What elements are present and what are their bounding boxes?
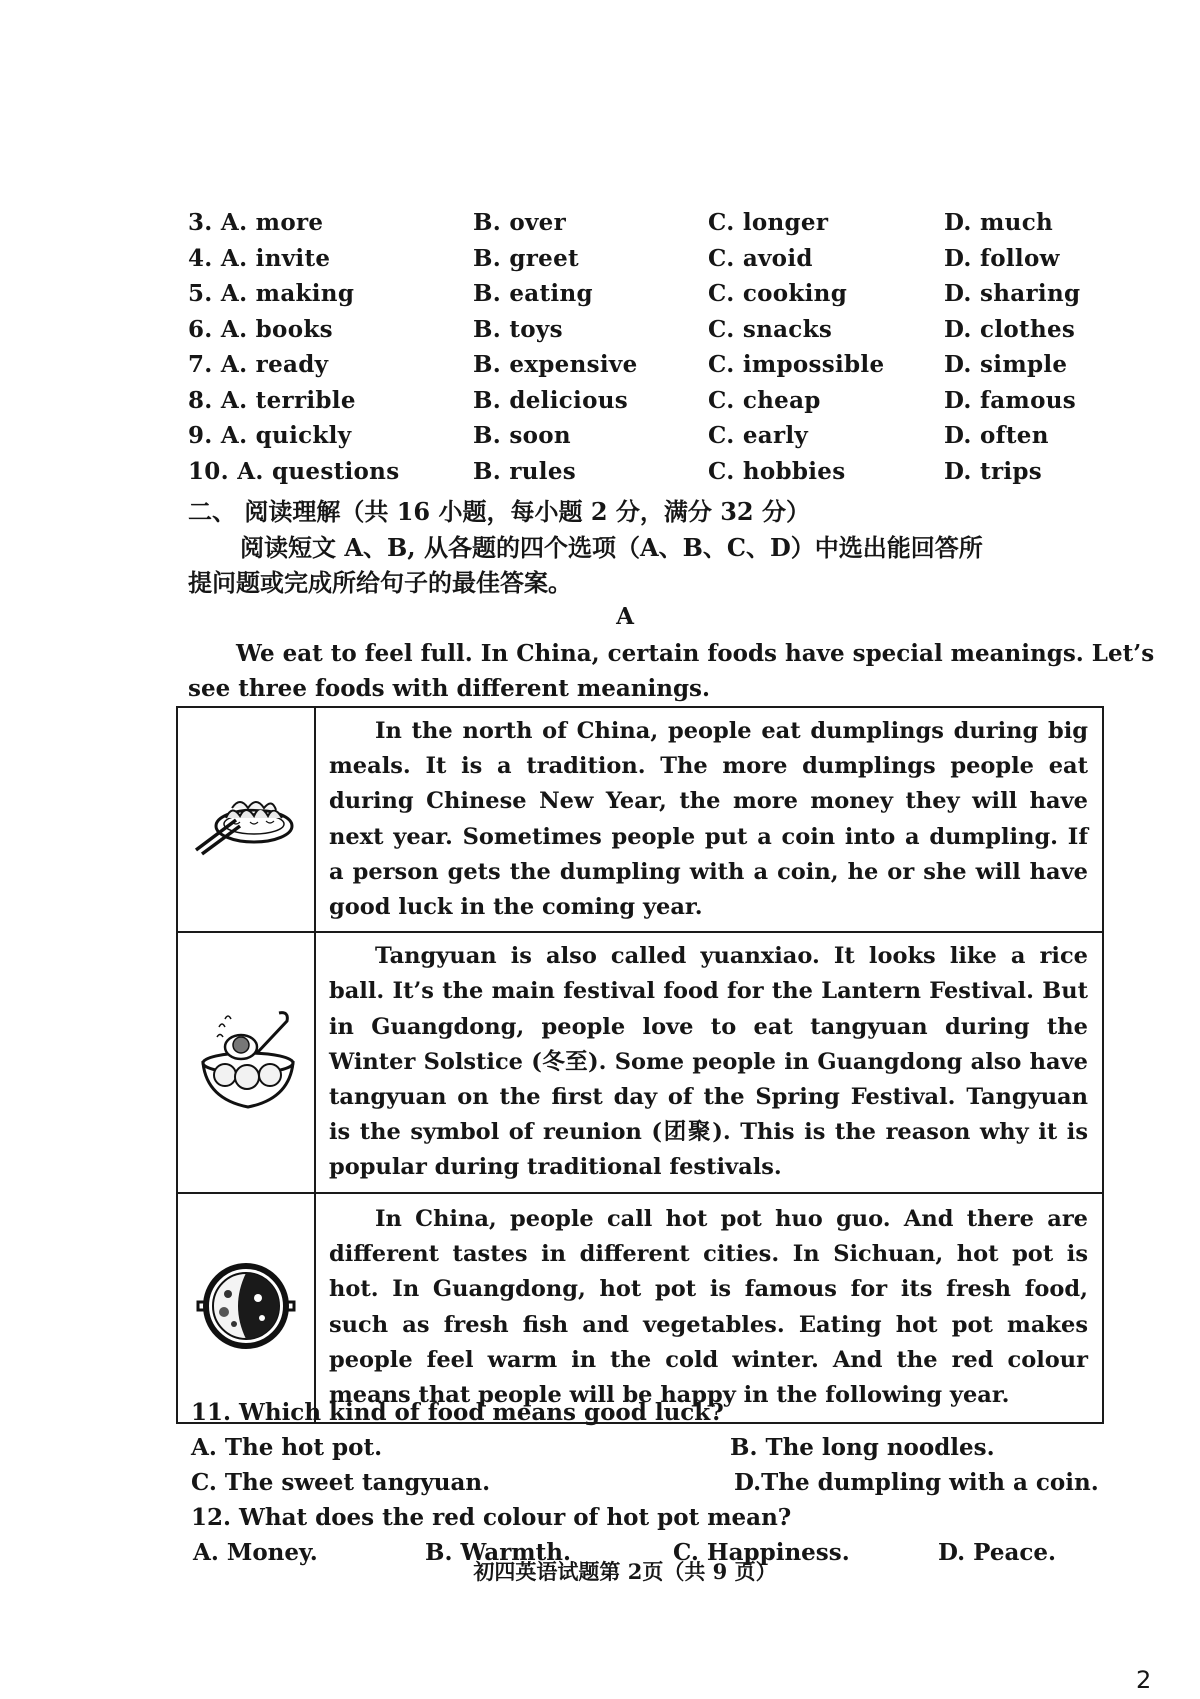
option-row-7 — [0, 351, 1200, 386]
option-b: B. greet — [473, 245, 579, 272]
option-row-4 — [0, 245, 1200, 280]
question-11-option-a: A. The hot pot. — [191, 1434, 383, 1461]
question-12-stem: 12. What does the red colour of hot pot mean? — [191, 1504, 792, 1531]
picture-cell — [177, 707, 315, 932]
option-a: 10. A. questions — [188, 458, 400, 485]
option-d: D. much — [944, 209, 1054, 236]
option-b: B. rules — [473, 458, 577, 485]
option-c: C. early — [708, 422, 809, 449]
question-11-option-b: B. The long noodles. — [730, 1434, 995, 1461]
option-a: 8. A. terrible — [188, 387, 356, 414]
question-11-option-c: C. The sweet tangyuan. — [191, 1469, 491, 1496]
question-12-option-a: A. Money. — [193, 1539, 318, 1566]
option-a: 3. A. more — [188, 209, 324, 236]
passage-intro-line-1: We eat to feel full. In China, certain foods have special meanings. Let’s — [236, 640, 1155, 667]
option-b: B. delicious — [473, 387, 628, 414]
option-a: 5. A. making — [188, 280, 355, 307]
hot-pot-text: In China, people call hot pot huo guo. And there are different tastes in different cities. In Sichuan, hot pot is hot. In Guangdong, hot pot is famous for its fresh food, such as fresh fish and vegetables. Eating hot pot makes people feel warm in the cold winter. And the red colour means that people will be happy in the following year. — [315, 1193, 1103, 1423]
instruction-line-1: 阅读短文 A、B, 从各题的四个选项（A、B、C、D）中选出能回答所 — [240, 533, 983, 562]
question-11-stem: 11. Which kind of food means good luck? — [191, 1399, 724, 1426]
table-row — [177, 932, 1103, 1192]
hot-pot-icon — [196, 1256, 296, 1356]
option-c: C. impossible — [708, 351, 885, 378]
option-c: C. hobbies — [708, 458, 846, 485]
option-d: D. clothes — [944, 316, 1076, 343]
food-table — [176, 706, 1104, 1424]
section-heading: 二、 阅读理解（共 16 小题，每小题 2 分，满分 32 分） — [188, 497, 810, 526]
dumplings-text: In the north of China, people eat dumplings during big meals. It is a tradition. The more dumplings people eat during Chinese New Year, the more money they will have next year. Sometimes people put a coin into a dumpling. If a person gets the dumpling with a coin, he or she will have good luck in the coming year. — [315, 707, 1103, 932]
question-12-option-b: B. Warmth. — [425, 1539, 571, 1566]
option-a: 6. A. books — [188, 316, 333, 343]
option-d: D. famous — [944, 387, 1076, 414]
option-c: C. cooking — [708, 280, 848, 307]
table-row — [177, 707, 1103, 932]
option-d: D. trips — [944, 458, 1043, 485]
option-d: D. often — [944, 422, 1049, 449]
option-d: D. sharing — [944, 280, 1081, 307]
option-c: C. longer — [708, 209, 829, 236]
question-12-option-c: C. Happiness. — [673, 1539, 850, 1566]
option-row-9 — [0, 422, 1200, 457]
option-b: B. eating — [473, 280, 593, 307]
question-12-option-d: D. Peace. — [938, 1539, 1056, 1566]
option-d: D. simple — [944, 351, 1068, 378]
option-d: D. follow — [944, 245, 1060, 272]
passage-label: A — [616, 603, 634, 630]
tangyuan-icon — [191, 1005, 301, 1115]
option-row-8 — [0, 387, 1200, 422]
passage-intro-line-2: see three foods with different meanings. — [188, 675, 710, 702]
dumplings-icon — [192, 778, 300, 858]
tangyuan-text: Tangyuan is also called yuanxiao. It looks like a rice ball. It’s the main festival food for the Lantern Festival. But in Guangdong, people love to eat tangyuan during the Winter Solstice (冬至). Some people in Guangdong also have tangyuan on the first day of the Spring Festival. Tangyuan is the symbol of reunion (团聚). This is the reason why it is popular during traditional festivals. — [315, 932, 1103, 1192]
page-footer: 初四英语试题第 2页（共 9 页） — [473, 1559, 777, 1584]
page-number: 2 — [1136, 1666, 1152, 1694]
option-b: B. soon — [473, 422, 571, 449]
option-a: 7. A. ready — [188, 351, 329, 378]
picture-cell — [177, 932, 315, 1192]
table-row — [177, 1193, 1103, 1423]
option-b: B. toys — [473, 316, 563, 343]
option-row-10 — [0, 458, 1200, 493]
option-b: B. over — [473, 209, 567, 236]
option-c: C. cheap — [708, 387, 821, 414]
option-a: 9. A. quickly — [188, 422, 352, 449]
option-c: C. avoid — [708, 245, 813, 272]
picture-cell — [177, 1193, 315, 1423]
option-c: C. snacks — [708, 316, 833, 343]
option-row-5 — [0, 280, 1200, 315]
option-row-3 — [0, 209, 1200, 244]
option-a: 4. A. invite — [188, 245, 331, 272]
question-11-option-d: D.The dumpling with a coin. — [734, 1469, 1099, 1496]
instruction-line-2: 提问题或完成所给句子的最佳答案。 — [188, 568, 572, 597]
option-row-6 — [0, 316, 1200, 351]
option-b: B. expensive — [473, 351, 638, 378]
